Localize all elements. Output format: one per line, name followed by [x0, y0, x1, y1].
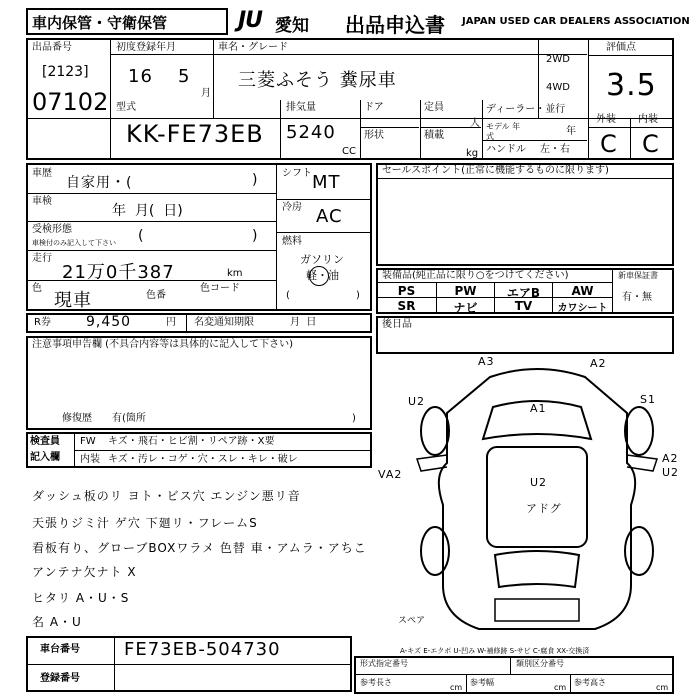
fuel-alt: 軽・油: [306, 269, 339, 282]
org-name: 愛知: [275, 16, 309, 36]
sales-point-label: セールスポイント(正常に機能するものに限ります): [382, 165, 609, 176]
person-unit: 人: [470, 118, 480, 129]
handwritten-line-4: アンテナ欠ナト X: [32, 565, 137, 579]
history-label: 車歴: [32, 168, 52, 179]
damage-mark-u2-right: U2: [662, 466, 680, 479]
inspector-label: 検査員: [30, 436, 60, 447]
lot-bracket: [2123]: [42, 64, 89, 80]
model-label: 型式: [116, 102, 136, 113]
handwritten-line-3: 看板有り、グローブBOXワラメ 色替 車・アムラ・アちこ: [32, 541, 367, 555]
top-info-frame: [26, 38, 674, 160]
shift-label: シフト: [282, 168, 312, 179]
handle-options: 左・右: [540, 144, 570, 155]
capacity-label: 定員: [424, 102, 444, 113]
storage-note: 車内保管・守衛保管: [32, 14, 168, 32]
chassis-label: 車台番号: [40, 644, 80, 655]
int-label: 内装: [638, 114, 658, 125]
equip-airbag: エアB: [506, 286, 541, 300]
fuel-paren-open: (: [286, 290, 290, 301]
interior-items: キズ・汚レ・コゲ・穴・スレ・キレ・破レ: [108, 454, 298, 465]
car-name: 三菱ふそう 糞尿車: [238, 70, 397, 91]
english-title: JAPAN USED CAR DEALERS ASSOCIATION: [462, 16, 690, 27]
declaration-label: 注意事項申告欄 (不具合内容等は具体的に記入して下さい): [32, 339, 293, 350]
km-unit: km: [227, 268, 243, 279]
warranty-options: 有・無: [622, 292, 652, 303]
receipt-label: 受検形態: [32, 224, 72, 235]
first-reg-year: 16: [128, 66, 153, 87]
shift-value: MT: [312, 172, 341, 193]
load-label: 積載: [424, 130, 444, 141]
equip-tv: TV: [514, 299, 533, 313]
fuel-circle: [309, 266, 329, 286]
dealer-label: ディーラー・並行: [486, 104, 566, 115]
later-install-frame: [376, 316, 674, 354]
first-reg-month: 5: [178, 66, 191, 87]
drive-2wd: 2WD: [546, 54, 570, 65]
ju-logo: JU: [238, 8, 263, 33]
damage-mark-adog: アドグ: [526, 502, 562, 515]
ac-value: AC: [316, 206, 343, 227]
ext-label: 外装: [596, 114, 616, 125]
eval-score: 3.5: [606, 68, 657, 103]
fuel-paren-close: ): [356, 290, 360, 301]
damage-mark-a2-right: A2: [662, 452, 679, 465]
chassis-value: FE73EB-504730: [124, 639, 281, 660]
yen-unit: 円: [166, 317, 176, 328]
entry-label: 記入欄: [30, 452, 60, 463]
shape-designation-label: 形式指定番号: [360, 659, 408, 668]
displacement-label: 排気量: [286, 102, 316, 113]
mileage-value: 21万0千387: [62, 262, 175, 283]
interior-label: 内装: [80, 454, 100, 465]
history-paren: ): [252, 172, 259, 188]
lot-label: 出品番号: [32, 42, 72, 53]
shape-label: 形状: [364, 130, 384, 141]
handle-label: ハンドル: [486, 144, 526, 155]
displacement-value: 5240: [286, 122, 336, 143]
reg-deadline-value: 月 日: [290, 317, 317, 328]
recycle-label: R券: [34, 317, 51, 328]
drive-4wd: 4WD: [546, 82, 570, 93]
kg-unit: kg: [466, 148, 479, 159]
eval-label: 評価点: [606, 42, 636, 53]
inspection-label: 車検: [32, 196, 52, 207]
reg-number-label: 登録番号: [40, 673, 80, 684]
equip-aw: AW: [571, 284, 594, 298]
color-no-label: 色番: [146, 290, 166, 301]
length-label: 長さ: [376, 678, 392, 687]
year-unit: 年: [566, 126, 576, 137]
reference-label-1: 参考: [360, 678, 376, 687]
reference-label-2: 参考: [470, 678, 486, 687]
recycle-value: 9,450: [86, 314, 132, 330]
repair-value: 有(箇所: [112, 413, 146, 424]
length-unit: cm: [450, 683, 463, 692]
model-year-label: モデル 年式: [486, 122, 521, 141]
equip-pw: PW: [454, 284, 477, 298]
cc-unit: CC: [342, 146, 356, 157]
damage-mark-s1: S1: [640, 393, 656, 406]
equip-sr: SR: [397, 299, 416, 313]
handwritten-line-2: 天張りジミ汁 ゲ穴 下廻リ・フレームS: [32, 516, 258, 530]
handwritten-line-5: ヒタリ A・U・S: [32, 591, 130, 605]
int-grade: C: [642, 130, 660, 158]
car-name-label: 車名・グレード: [218, 42, 288, 53]
spare-label: スペア: [398, 616, 426, 626]
model-value: KK-FE73EB: [126, 120, 264, 148]
damage-mark-va2: VA2: [378, 468, 403, 481]
mileage-label: 走行: [32, 253, 52, 264]
fw-label: FW: [80, 436, 96, 447]
lot-number: 07102: [32, 88, 109, 116]
reference-label-3: 参考: [574, 678, 590, 687]
equip-navi: ナビ: [453, 301, 478, 315]
height-label: 高さ: [590, 678, 606, 687]
month-unit: 月: [201, 88, 211, 99]
color-code-label: 色コード: [200, 283, 240, 294]
inspection-value: 年 月( 日): [112, 203, 183, 219]
handwritten-line-6: 名 A・U: [32, 615, 82, 629]
damage-legend: A-キズ E-エクボ U-凹み W-補修跡 S-サビ C-腐食 XX-交換済: [400, 647, 590, 655]
height-unit: cm: [656, 683, 669, 692]
history-value: 自家用・(: [66, 175, 133, 191]
receipt-paren: ): [252, 228, 258, 244]
receipt-note: 車検付のみ記入して下さい: [32, 239, 116, 247]
form-title: 出品申込書: [345, 13, 445, 37]
first-reg-label: 初度登録年月: [116, 42, 176, 53]
color-label: 色: [32, 283, 42, 294]
warranty-label: 新車保証書: [618, 271, 658, 280]
ext-grade: C: [600, 130, 618, 158]
width-unit: cm: [554, 683, 567, 692]
door-label: ドア: [364, 102, 384, 113]
damage-mark-a2-top: A2: [590, 357, 607, 370]
color-value: 現車: [54, 290, 92, 311]
repair-paren: ): [352, 413, 356, 424]
later-install-label: 後日品: [382, 319, 412, 330]
fuel-label: 燃料: [282, 236, 302, 247]
ac-label: 冷房: [282, 202, 302, 213]
handwritten-line-1: ダッシュ板のリ ヨト・ビス穴 エンジン悪リ音: [32, 489, 301, 503]
receipt-value: (: [138, 228, 144, 244]
repair-label: 修復歴: [62, 413, 92, 424]
damage-mark-u2-left: U2: [408, 395, 426, 408]
fw-items: キズ・飛石・ヒビ割・リペア跡・X要: [108, 436, 275, 447]
width-label: 幅: [486, 678, 494, 687]
equipment-label: 装備品(純正品に限り○をつけてください): [382, 270, 569, 281]
equip-leather: カワシート: [557, 303, 608, 314]
equip-ps: PS: [397, 284, 416, 298]
category-label: 類別区分番号: [516, 659, 564, 668]
fuel-value: ガソリン: [300, 253, 344, 266]
damage-mark-a3: A3: [478, 355, 495, 368]
damage-mark-a1: A1: [530, 402, 547, 415]
reg-deadline-label: 名変通知期限: [194, 317, 254, 328]
damage-mark-u2-center: U2: [530, 476, 548, 489]
